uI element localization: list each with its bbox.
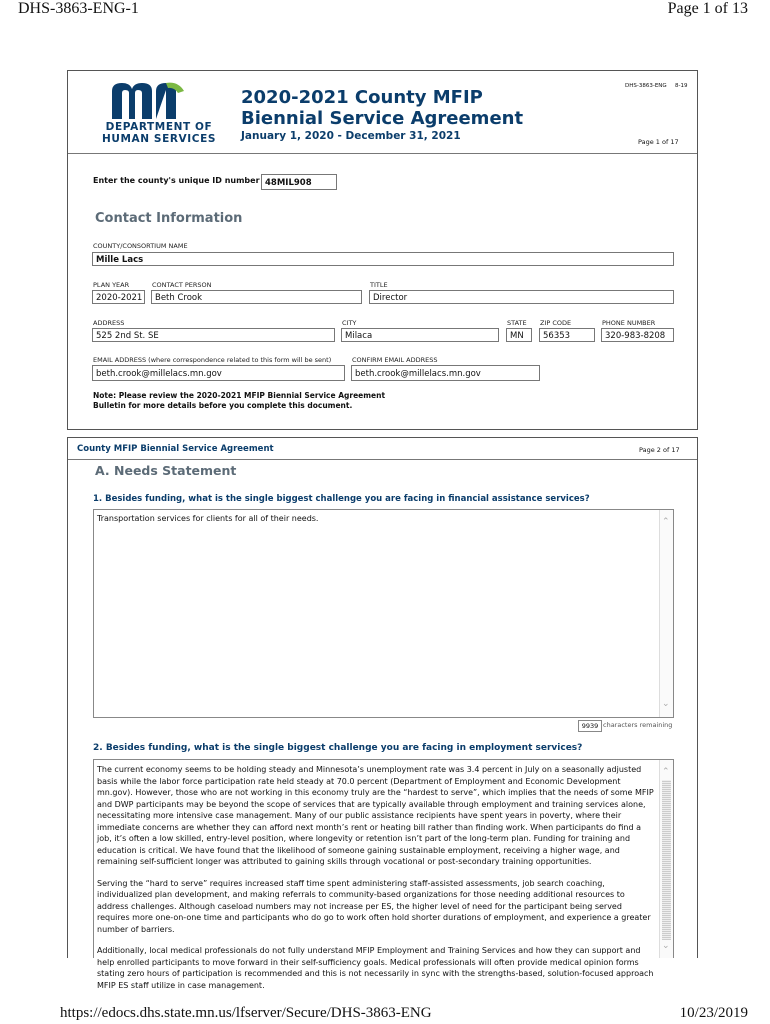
state-label: STATE [507,319,527,327]
note-line-2: Bulletin for more details before you complete this document. [93,401,353,410]
city-label: CITY [342,319,357,327]
plan-year-label: PLAN YEAR [93,281,130,289]
form-page-2 [67,437,698,990]
page-header-right: Page 1 of 13 [667,0,748,17]
question-1: 1. Besides funding, what is the single biggest challenge you are facing in financial assistance services? [93,494,590,504]
page-footer-url[interactable]: https://edocs.dhs.state.mn.us/lfserver/Secure/DHS-3863-ENG [60,1005,432,1021]
logo-line-2: HUMAN SERVICES [101,133,217,145]
address-label: ADDRESS [93,319,125,327]
title-label: TITLE [370,281,388,289]
doc-date: 8-19 [675,83,688,89]
q2-paragraph: Serving the “hard to serve” requires increased staff time spent administering staff-assisted assessments, job search coaching, individualized plan development, and making referrals to community-based organizations for those needing additional resources to address challenges. Although caseload numbers may not increase per ES, the higher level of need for the participant being served requires more one-on-one time and participants who do go to work often hold shorter durations of employment, and experience a greater number of barriers. [97,878,651,934]
scroll-thumb[interactable] [662,780,671,940]
section-title: Contact Information [95,211,243,226]
city-input[interactable]: Milaca [341,328,499,342]
chars-remaining-label: characters remaining [603,721,673,729]
question-2: 2. Besides funding, what is the single biggest challenge you are facing in employment services? [93,743,583,753]
q1-answer-text: Transportation services for clients for all of their needs. [97,514,319,523]
contact-input[interactable]: Beth Crook [151,290,362,304]
county-id-input[interactable]: 48MIL908 [261,174,337,190]
confirm-email-input[interactable]: beth.crook@millelacs.mn.gov [351,365,540,381]
doc-code: DHS-3863-ENG [625,83,667,89]
q2-paragraph: The current economy seems to be holding steady and Minnesota’s unemployment rate was 3.4 percent in July on a seasonally adjusted basis while the labor force participation rate held steady at 70.0 percent (Department of Employment and Economic Development mn.gov). However, those who are not working in this economy truly are the “hardest to serve”, which implies that the needs of some MFIP and DWP participants may be beyond the scope of services that are typically available through employment and training services alone, necessitating more intensive case management. Many of our public assistance recipients have spent years in poverty, where their immediate concerns are whether they can afford next month’s rent or heating bill rather than finding work. When participants do find a job, it’s often a low skilled, entry-level position, where longevity or retention isn’t part of the long-term plan. Funding for training and education is critical. We have found that the likelihood of someone gaining sustainable employment, receiving a higher wage, and remaining self-sufficient longer was attributed to gaining skills through vocational or post-secondary training opportunities. [97,765,654,866]
contact-label: CONTACT PERSON [152,281,212,289]
county-id-label: Enter the county's unique ID number [93,176,260,185]
form-title-line2: Biennial Service Agreement [241,108,524,129]
chars-remaining-count: 9939 [578,720,602,732]
page-footer-date: 10/23/2019 [679,1005,748,1021]
email-input[interactable]: beth.crook@millelacs.mn.gov [92,365,345,381]
county-name-input[interactable]: Mille Lacs [92,252,674,266]
confirm-email-label: CONFIRM EMAIL ADDRESS [352,356,438,364]
address-input[interactable]: 525 2nd St. SE [92,328,335,342]
note-line-1: Note: Please review the 2020-2021 MFIP Biennial Service Agreement [93,391,386,400]
phone-input[interactable]: 320-983-8208 [601,328,674,342]
title-input[interactable]: Director [369,290,674,304]
form-date-range: January 1, 2020 - December 31, 2021 [241,130,461,142]
page-2-label: Page 2 of 17 [639,446,680,454]
zip-label: ZIP CODE [540,319,572,327]
q2-answer-textarea[interactable] [93,759,674,990]
phone-label: PHONE NUMBER [602,319,656,327]
q1-answer-textarea[interactable] [93,509,674,718]
plan-year-input[interactable]: 2020-2021 [92,290,145,304]
zip-input[interactable]: 56353 [539,328,595,342]
scroll-down-icon[interactable]: ⌄ [662,699,670,709]
page-label: Page 1 of 17 [638,138,679,146]
needs-statement-title: A. Needs Statement [95,463,237,478]
email-label: EMAIL ADDRESS (where correspondence related to this form will be sent) [93,356,332,364]
q2-paragraph: Additionally, local medical professionals do not fully understand MFIP Employment and Training Services and how they can support and help enrolled participants to move forward in their self-sufficiency goals. Medical professionals will often provide medical opinion forms stating zero hours of participation is recommended and this is not necessarily in sync with the strengths-based, solution-focused approach MFIP ES staff utilize in case management. [97,946,654,990]
state-input[interactable]: MN [506,328,532,342]
page-2-header-title: County MFIP Biennial Service Agreement [77,444,274,454]
logo-line-1: DEPARTMENT OF [105,121,213,133]
form-page-1 [67,70,698,430]
divider [68,153,697,154]
scroll-down-icon[interactable]: ⌄ [662,941,670,951]
scroll-up-icon[interactable]: ⌃ [662,517,670,527]
county-name-label: COUNTY/CONSORTIUM NAME [93,242,188,250]
scroll-up-icon[interactable]: ⌃ [662,767,670,777]
q2-scrollbar[interactable] [659,760,673,958]
page-header-left: DHS-3863-ENG-1 [18,0,139,17]
mn-logo-icon [112,83,184,123]
form-title-line1: 2020-2021 County MFIP [241,87,483,108]
q1-scrollbar[interactable] [659,510,673,717]
